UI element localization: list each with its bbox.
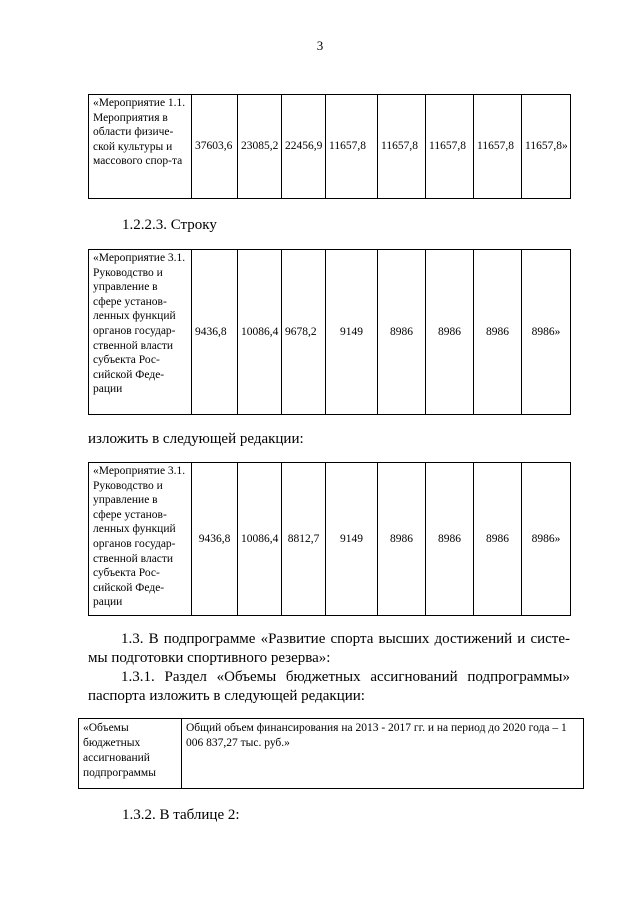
table-measure-3-1-new bbox=[88, 462, 571, 616]
paragraph-1-3-1-line-2: паспорта изложить в следующей редакции: bbox=[88, 688, 365, 704]
table-label-cell: «Мероприятие 3.1. Руководство и управление в сфере установ-ленных функций органов государ-ственной власти субъекта Рос-сийской Феде-рации bbox=[89, 250, 192, 415]
budget-allocation-table bbox=[78, 718, 584, 789]
table-value-cell: 11657,8» bbox=[522, 95, 571, 199]
heading-1-3-2: 1.3.2. В таблице 2: bbox=[122, 807, 240, 823]
table-label-cell: «Мероприятие 3.1. Руководство и управление в сфере установ-ленных функций органов государ-ственной власти субъекта Рос-сийской Феде-рации bbox=[89, 463, 192, 616]
table-value-cell: 11657,8 bbox=[326, 95, 378, 199]
table-value-cell: 8986 bbox=[378, 463, 426, 616]
table-value-cell: 8986 bbox=[426, 463, 474, 616]
table-value-cell: 8986 bbox=[378, 250, 426, 415]
edition-text: изложить в следующей редакции: bbox=[88, 431, 304, 447]
paragraph-1-3-1-line-1: 1.3.1. Раздел «Объемы бюджетных ассигнований подпрограммы» bbox=[121, 669, 570, 685]
table-value-cell: 11657,8 bbox=[426, 95, 474, 199]
table-value-cell: 9436,8 bbox=[192, 463, 238, 616]
table-value-cell: 9436,8 bbox=[192, 250, 238, 415]
table-value-cell: 8986» bbox=[522, 463, 571, 616]
heading-1-2-2-3: 1.2.2.3. Строку bbox=[122, 217, 217, 233]
page-number: 3 bbox=[316, 38, 324, 53]
table-value-cell: 8812,7 bbox=[282, 463, 326, 616]
table-value-cell: 8986 bbox=[426, 250, 474, 415]
table-value-cell: 22456,9 bbox=[282, 95, 326, 199]
table-value-cell: 10086,4 bbox=[238, 463, 282, 616]
budget-value-cell: Общий объем финансирования на 2013 - 2017 гг. и на период до 2020 года – 1 006 837,27 тыс. руб.» bbox=[182, 719, 584, 789]
table-label-cell: «Мероприятие 1.1. Мероприятия в области физиче-ской культуры и массового спор-та bbox=[89, 95, 192, 199]
budget-label-cell: «Объемы бюджетных ассигнований подпрограммы bbox=[79, 719, 182, 789]
table-measure-3-1-old bbox=[88, 249, 571, 415]
table-measure-1-1 bbox=[88, 94, 571, 199]
table-value-cell: 9149 bbox=[326, 463, 378, 616]
paragraph-1-3-line-1: 1.3. В подпрограмме «Развитие спорта высших достижений и систе- bbox=[121, 631, 570, 647]
table-value-cell: 8986» bbox=[522, 250, 571, 415]
table-value-cell: 11657,8 bbox=[378, 95, 426, 199]
table-value-cell: 9149 bbox=[326, 250, 378, 415]
table-value-cell: 8986 bbox=[474, 250, 522, 415]
table-value-cell: 37603,6 bbox=[192, 95, 238, 199]
paragraph-1-3-line-2: мы подготовки спортивного резерва»: bbox=[88, 650, 331, 666]
table-value-cell: 10086,4 bbox=[238, 250, 282, 415]
table-value-cell: 23085,2 bbox=[238, 95, 282, 199]
table-value-cell: 8986 bbox=[474, 463, 522, 616]
table-value-cell: 11657,8 bbox=[474, 95, 522, 199]
table-value-cell: 9678,2 bbox=[282, 250, 326, 415]
